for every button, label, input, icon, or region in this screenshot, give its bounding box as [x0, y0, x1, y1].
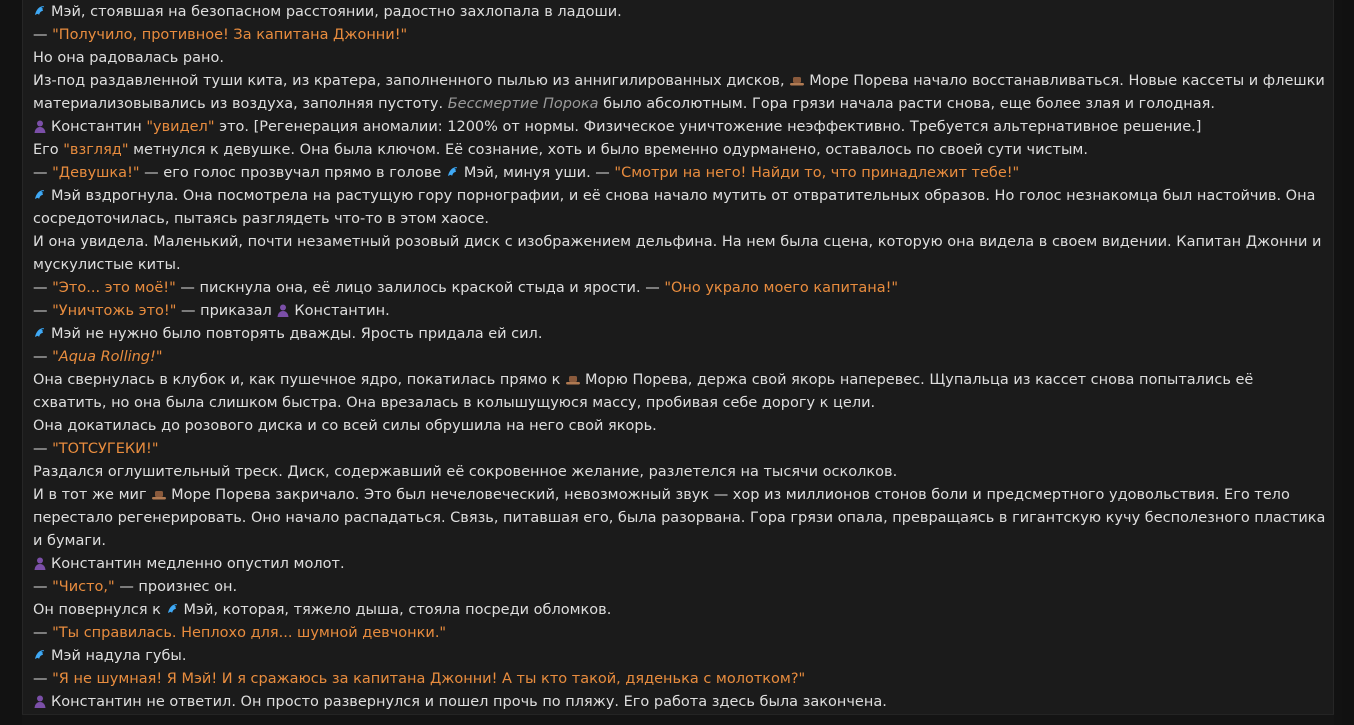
story-line: — "Ты справилась. Неплохо для... шумной девчонки." — [33, 625, 447, 641]
story-line: Она докатилась до розового диска и со всей силы обрушила на него свой якорь. — [33, 418, 657, 434]
char-konstantin: Константин — [51, 694, 142, 710]
story-line: Мэй надула губы. — [33, 645, 1328, 668]
story-line: Константин "увидел" это. [Регенерация аномалии: 1200% от нормы. Физическое уничтожение неэффективно. Требуется альтернативное решение.] — [33, 116, 1328, 139]
italic-text: Бессмертие Порока — [447, 96, 599, 112]
story-line: — "Получило, противное! За капитана Джонни!" — [33, 27, 408, 43]
story-line: — "Девушка!" — его голос прозвучал прямо в голове Мэй, минуя уши. — "Смотри на него! Найди то, что принадлежит тебе!" — [33, 165, 1020, 181]
char-sea: Море Порева — [171, 487, 271, 503]
story-line: Константин не ответил. Он просто развернулся и пошел прочь по пляжу. Его работа здесь была закончена. — [33, 691, 1328, 714]
char-mei: Мэй — [51, 648, 81, 664]
quote: "Aqua Rolling!" — [52, 349, 163, 365]
story-line: Он повернулся к Мэй, которая, тяжело дыша, стояла посреди обломков. — [33, 602, 612, 618]
story-line: Мэй вздрогнула. Она посмотрела на растущую гору порнографии, и её снова начало мутить от отвратительных образов. Но голос незнакомца был настойчив. Она сосредоточилась, пытаясь разглядеть что-то в этом хаосе. — [33, 188, 1316, 227]
person-silhouette-icon — [33, 119, 47, 133]
story-line: Раздался оглушительный треск. Диск, содержавший её сокровенное желание, разлетелся на тысячи осколков. — [33, 464, 898, 480]
quote: "Девушка!" — [52, 165, 140, 181]
chat-message — [22, 0, 1334, 725]
quote: "взгляд" — [63, 142, 129, 158]
char-mei: Мэй — [51, 4, 81, 20]
quote: "Я не шумная! Я Мэй! И я сражаюсь за капитана Джонни! А ты кто такой, дяденька с молотком?" — [52, 671, 806, 687]
char-konstantin: Константин — [294, 303, 386, 319]
hat-icon — [789, 75, 805, 87]
story-line: Константин медленно опустил молот. — [33, 553, 1328, 576]
italic-text: Aqua Rolling! — [58, 349, 156, 365]
char-konstantin: Константин — [51, 556, 142, 572]
quote: "Чисто," — [52, 579, 115, 595]
story-line: И в тот же миг Море Порева закричало. Это был нечеловеческий, невозможный звук — хор из миллионов стонов боли и предсмертного удовольствия. Его тело перестало регенерировать. Оно начало распадаться. Связь, питавшая его, была разорвана. Гора грязи опала, превращаясь в гигантскую кучу бесполезного пластика и бумаги. — [33, 487, 1326, 549]
quote: "Ты справилась. Неплохо для... шумной девчонки." — [52, 625, 447, 641]
dolphin-icon — [446, 165, 460, 179]
quote: "ТОТСУГЕКИ!" — [52, 441, 159, 457]
char-mei: Мэй — [463, 165, 494, 181]
story-line: Его "взгляд" метнулся к девушке. Она была ключом. Её сознание, хоть и было временно одурманено, оставалось по своей сути чистым. — [33, 142, 1088, 158]
quote: "Уничтожь это!" — [52, 303, 177, 319]
hat-icon — [565, 374, 581, 386]
dolphin-icon — [33, 4, 47, 18]
story-line: Она свернулась в клубок и, как пушечное ядро, покатилась прямо к Морю Порева, держа свой якорь наперевес. Щупальца из кассет снова попытались её схватить, но она была слишком быстра. Она врезалась в колышущуюся массу, пробивая себе дорогу к цели. — [33, 372, 1254, 411]
char-konstantin: Константин — [51, 119, 142, 135]
story-line: Мэй, стоявшая на безопасном расстоянии, радостно захлопала в ладоши. — [33, 1, 1328, 24]
quote: "Это... это моё!" — [52, 280, 176, 296]
story-line: — "ТОТСУГЕКИ!" — [33, 441, 159, 457]
quote: "увидел" — [146, 119, 215, 135]
quote: "Получило, противное! За капитана Джонни!" — [52, 27, 408, 43]
story-line: — "Уничтожь это!" — приказал Константин. — [33, 303, 390, 319]
quote: "Смотри на него! Найди то, что принадлежит тебе!" — [614, 165, 1020, 181]
story-line: Из-под раздавленной туши кита, из кратера, заполненного пылью из аннигилированных дисков, Море Порева начало восстанавливаться. Новые кассеты и флешки материализовывались из воздуха, заполняя пустоту. Бессмертие Порока было абсолютным. Гора грязи начала расти снова, еще более злая и голодная. — [33, 73, 1325, 112]
dolphin-icon — [166, 602, 180, 616]
message-input-area[interactable] — [22, 714, 1334, 725]
story-line: — "Я не шумная! Я Мэй! И я сражаюсь за капитана Джонни! А ты кто такой, дяденька с молотком?" — [33, 671, 806, 687]
dolphin-icon — [33, 326, 47, 340]
scrollbar[interactable] — [1342, 0, 1354, 725]
story-line: — "Это... это моё!" — пискнула она, её лицо залилось краской стыда и ярости. — "Оно украло моего капитана!" — [33, 280, 899, 296]
hat-icon — [151, 489, 167, 501]
person-silhouette-icon — [276, 303, 290, 317]
story-line: И она увидела. Маленький, почти незаметный розовый диск с изображением дельфина. На нем была сцена, которую она видела в своем видении. Капитан Джонни и мускулистые киты. — [33, 234, 1322, 273]
char-mei: Мэй — [183, 602, 214, 618]
message-text — [33, 1, 1328, 725]
char-mei: Мэй — [51, 326, 81, 342]
dolphin-icon — [33, 188, 47, 202]
person-silhouette-icon — [33, 694, 47, 708]
quote: "Оно украло моего капитана!" — [664, 280, 899, 296]
dolphin-icon — [33, 648, 47, 662]
char-sea: Море Порева — [809, 73, 909, 89]
person-silhouette-icon — [33, 556, 47, 570]
story-line: — "Aqua Rolling!" — [33, 349, 163, 365]
story-line: Мэй не нужно было повторять дважды. Ярость придала ей сил. — [33, 323, 1328, 346]
story-line: Но она радовалась рано. — [33, 50, 224, 66]
story-line: — "Чисто," — произнес он. — [33, 579, 238, 595]
char-mei: Мэй — [51, 188, 81, 204]
char-sea: Морю Порева — [585, 372, 688, 388]
